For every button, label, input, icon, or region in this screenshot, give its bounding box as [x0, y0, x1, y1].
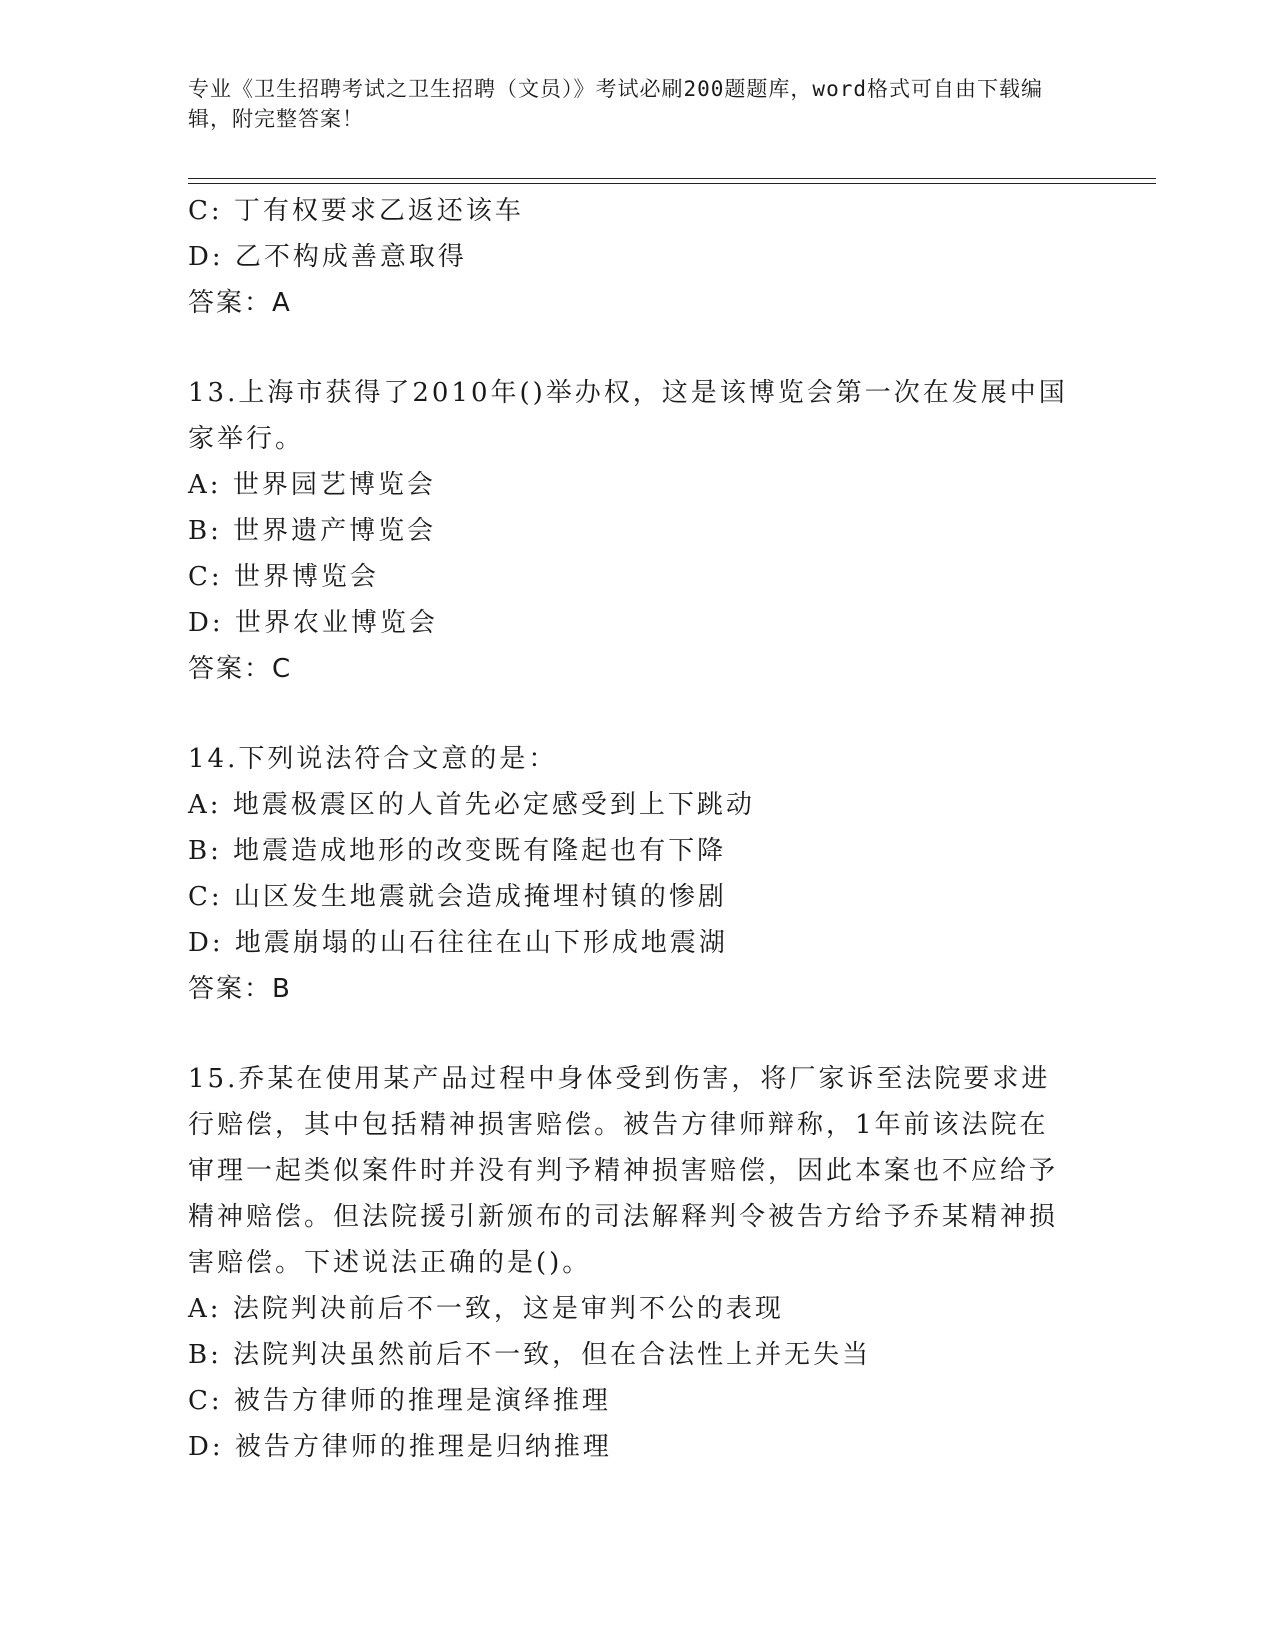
answer: 答案：A [188, 288, 292, 318]
question-content [188, 188, 1088, 1470]
document-header: 专业《卫生招聘考试之卫生招聘（文员）》考试必刷200题题库，word格式可自由下载编辑，附完整答案！ [188, 77, 1043, 131]
option-d: D: 乙不构成善意取得 [188, 242, 467, 272]
question-14-text: 14.下列说法符合文意的是： [188, 744, 558, 774]
option-a: A: 法院判决前后不一致，这是审判不公的表现 [188, 1294, 784, 1324]
option-d: D: 被告方律师的推理是归纳推理 [188, 1432, 612, 1462]
question-13-text: 13.上海市获得了2010年()举办权，这是该博览会第一次在发展中国家举行。 [188, 378, 1068, 454]
answer: 答案：B [188, 974, 292, 1004]
option-b: B: 世界遗产博览会 [188, 516, 437, 546]
header-rule-bottom [188, 183, 1156, 184]
option-a: A: 世界园艺博览会 [188, 470, 436, 500]
option-b: B: 地震造成地形的改变既有隆起也有下降 [188, 836, 727, 866]
option-c: C: 山区发生地震就会造成掩埋村镇的惨剧 [188, 882, 727, 912]
header-rule-top [188, 178, 1156, 179]
answer: 答案：C [188, 654, 293, 684]
question-15-text: 15.乔某在使用某产品过程中身体受到伤害，将厂家诉至法院要求进行赔偿，其中包括精神损害赔偿。被告方律师辩称，1年前该法院在审理一起类似案件时并没有判予精神损害赔偿，因此本案也不应给予精神赔偿。但法院援引新颁布的司法解释判令被告方给予乔某精神损害赔偿。下述说法正确的是()。 [188, 1064, 1059, 1278]
option-d: D: 地震崩塌的山石往往在山下形成地震湖 [188, 928, 728, 958]
option-c: C: 丁有权要求乙返还该车 [188, 196, 524, 226]
option-a: A: 地震极震区的人首先必定感受到上下跳动 [188, 790, 755, 820]
option-c: C: 被告方律师的推理是演绎推理 [188, 1386, 611, 1416]
option-c: C: 世界博览会 [188, 562, 379, 592]
option-b: B: 法院判决虽然前后不一致，但在合法性上并无失当 [188, 1340, 872, 1370]
option-d: D: 世界农业博览会 [188, 608, 438, 638]
